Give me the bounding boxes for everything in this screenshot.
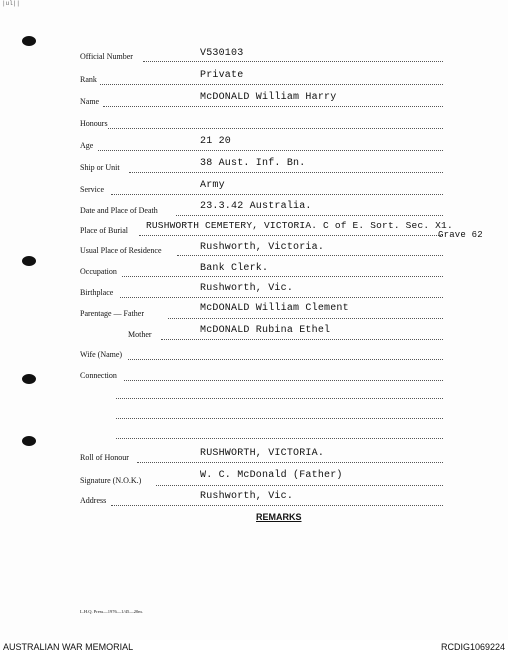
birthplace-value: Rushworth, Vic.: [200, 283, 294, 294]
birthplace-label: Birthplace: [80, 288, 114, 297]
service-label: Service: [80, 185, 104, 194]
mother-label: Mother: [128, 330, 152, 339]
punch-hole-icon: [22, 36, 36, 46]
burial-grave-value: Grave 62: [438, 230, 483, 240]
remarks-heading: REMARKS: [256, 512, 302, 522]
age-label: Age: [80, 141, 94, 150]
ship-unit-value: 38 Aust. Inf. Bn.: [200, 158, 306, 169]
top-mark: |ul||: [2, 0, 21, 7]
father-value: McDONALD William Clement: [200, 303, 349, 314]
connection-label: Connection: [80, 371, 117, 380]
roll-of-honour-value: RUSHWORTH, VICTORIA.: [200, 448, 325, 459]
address-label: Address: [80, 496, 107, 505]
ship-unit-label: Ship or Unit: [80, 163, 120, 172]
signature-value: W. C. McDonald (Father): [200, 470, 343, 481]
rank-value: Private: [200, 70, 244, 81]
occupation-label: Occupation: [80, 267, 117, 276]
punch-hole-icon: [22, 436, 36, 446]
punch-hole-icon: [22, 256, 36, 266]
service-value: Army: [200, 180, 225, 191]
death-label: Date and Place of Death: [80, 206, 158, 215]
name-label: Name: [80, 97, 100, 106]
footer-bar: [0, 640, 508, 654]
mother-value: McDONALD Rubina Ethel: [200, 325, 331, 336]
burial-value: RUSHWORTH CEMETERY, VICTORIA. C of E. Sort. Sec. X1.: [146, 220, 453, 231]
rank-label: Rank: [80, 75, 97, 84]
father-label: Parentage — Father: [80, 309, 144, 318]
official-number-label: Official Number: [80, 52, 133, 61]
connection-line: [116, 438, 443, 439]
official-number-value: V530103: [200, 48, 244, 59]
roll-of-honour-label: Roll of Honour: [80, 453, 129, 462]
connection-line: [116, 398, 443, 399]
footer-record-id: RCDIG1069224: [440, 642, 505, 652]
burial-label: Place of Burial: [80, 226, 128, 235]
age-value: 21 20: [200, 136, 232, 147]
residence-value: Rushworth, Victoria.: [200, 242, 325, 253]
footer-institution: AUSTRALIAN WAR MEMORIAL: [3, 642, 134, 652]
honours-label: Honours: [80, 119, 108, 128]
death-value: 23.3.42 Australia.: [200, 201, 312, 212]
name-value: McDONALD William Harry: [200, 92, 337, 103]
occupation-value: Bank Clerk.: [200, 263, 269, 274]
residence-label: Usual Place of Residence: [80, 246, 162, 255]
signature-label: Signature (N.O.K.): [80, 476, 142, 485]
printer-imprint: L.H.Q. Press—1976—1/45—20m.: [80, 609, 143, 614]
punch-hole-icon: [22, 374, 36, 384]
wife-label: Wife (Name): [80, 350, 123, 359]
address-value: Rushworth, Vic.: [200, 491, 294, 502]
connection-line: [116, 418, 443, 419]
